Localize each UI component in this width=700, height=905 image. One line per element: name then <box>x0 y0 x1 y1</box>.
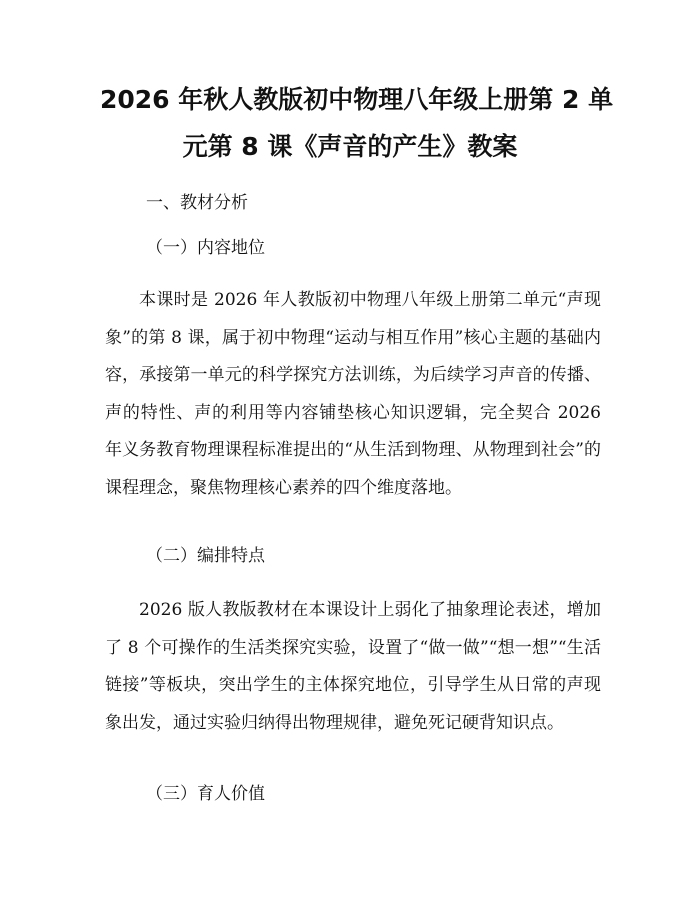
document-title-line-1: 2026 年秋人教版初中物理八年级上册第 2 单 <box>100 85 614 114</box>
subsection-heading-educational-value: （三）育人价值 <box>146 784 265 804</box>
subsection-heading-layout-features: （二）编排特点 <box>146 546 265 566</box>
paragraph-layout-features: 2026 版人教版教材在本课设计上弱化了抽象理论表述，增加了 8 个可操作的生活类探究实验，设置了“做一做”“想一想”“生活链接”等板块，突出学生的主体探究地位，引导学生从日常的声现象出发，通过实验归纳得出物理规律，避免死记硬背知识点。 <box>105 600 601 733</box>
subsection-heading-content-position: （一）内容地位 <box>146 238 265 258</box>
document-title-line-2: 元第 8 课《声音的产生》教案 <box>182 132 518 161</box>
paragraph-content-position: 本课时是 2026 年人教版初中物理八年级上册第二单元“声现象”的第 8 课，属于初中物理“运动与相互作用”核心主题的基础内容，承接第一单元的科学探究方法训练，为后续学习声音的传播、声的特性、声的利用等内容铺垫核心知识逻辑，完全契合 2026 年义务教育物理课程标准提出的“从生活到物理、从物理到社会”的课程理念，聚焦物理核心素养的四个维度落地。 <box>105 290 601 498</box>
section-heading-textbook-analysis: 一、教材分析 <box>146 193 248 213</box>
